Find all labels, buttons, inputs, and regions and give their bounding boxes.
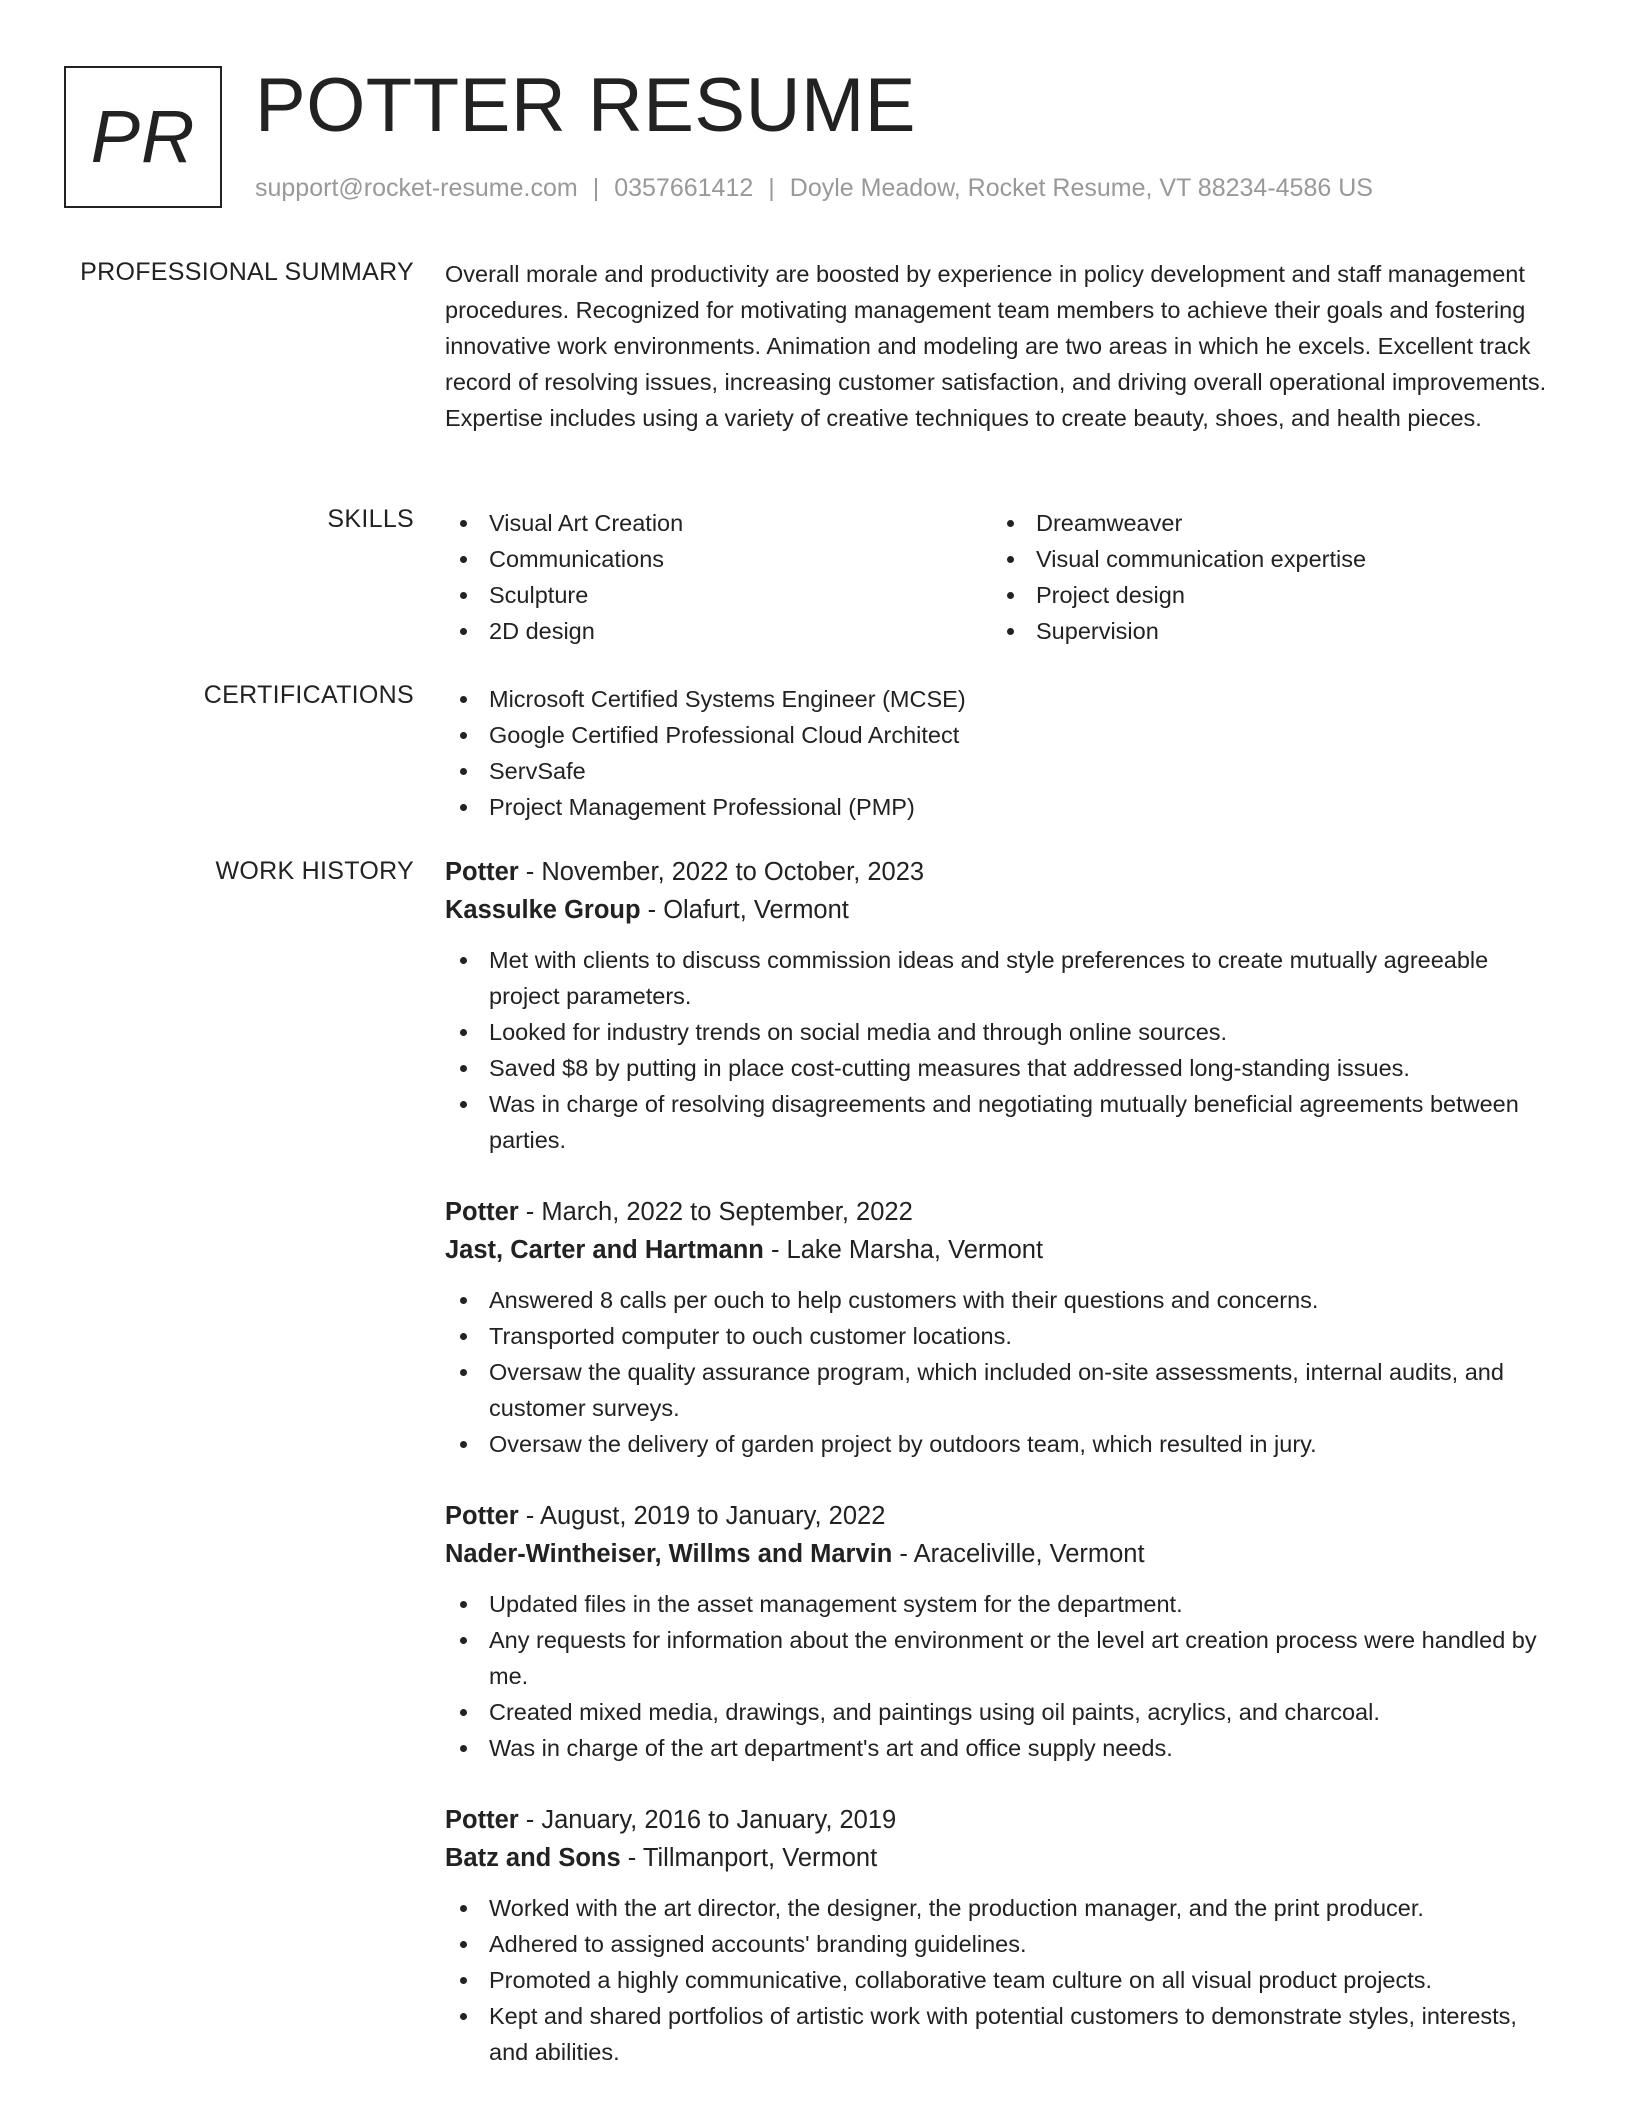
- job-entry: [445, 1801, 1560, 2070]
- certifications-heading: CERTIFICATIONS: [203, 681, 414, 709]
- monogram-box: [64, 66, 222, 208]
- job-company-line: [445, 1535, 1560, 1573]
- job-duties-list: [445, 1282, 1560, 1462]
- contact-line: [255, 174, 1373, 203]
- job-title-line: [445, 1497, 1560, 1535]
- job-location: - Olafurt, Vermont: [640, 896, 849, 924]
- job-duty: Answered 8 calls per ouch to help customers with their questions and concerns.: [445, 1282, 1560, 1318]
- job-location: - Araceliville, Vermont: [892, 1540, 1145, 1568]
- skill-item: Visual Art Creation: [445, 505, 992, 541]
- job-dates: - January, 2016 to January, 2019: [518, 1806, 897, 1834]
- resume-name: POTTER RESUME: [255, 63, 916, 148]
- job-title: Potter: [445, 1806, 519, 1834]
- job-duty: Kept and shared portfolios of artistic work with potential customers to demonstrate styles, interests, and abilities.: [445, 1998, 1560, 2070]
- contact-separator: |: [768, 174, 775, 202]
- job-title: Potter: [445, 858, 519, 886]
- job-company: Jast, Carter and Hartmann: [445, 1236, 764, 1264]
- certification-item: Google Certified Professional Cloud Architect: [445, 717, 1560, 753]
- skill-item: Supervision: [992, 613, 1539, 649]
- certifications-list: [445, 681, 1560, 825]
- job-company: Nader-Wintheiser, Willms and Marvin: [445, 1540, 893, 1568]
- job-duties-list: [445, 942, 1560, 1158]
- job-duty: Was in charge of resolving disagreements and negotiating mutually beneficial agreements between parties.: [445, 1086, 1560, 1158]
- skill-item: Project design: [992, 577, 1539, 613]
- job-duty: Updated files in the asset management system for the department.: [445, 1586, 1560, 1622]
- job-location: - Lake Marsha, Vermont: [763, 1236, 1044, 1264]
- contact-email[interactable]: support@rocket-resume.com: [255, 174, 578, 202]
- skills-list-right: [992, 505, 1539, 649]
- summary-text: Overall morale and productivity are boosted by experience in policy development and staff management procedures. Recognized for motivating management team members to achieve their goals and fostering innovative work environments. Animation and modeling are two areas in which he excels. Excellent track record of resolving issues, increasing customer satisfaction, and driving overall operational improvements. Expertise includes using a variety of creative techniques to create beauty, shoes, and health pieces.: [445, 261, 1547, 431]
- skills-grid: [445, 505, 1560, 649]
- job-entry: [445, 1193, 1560, 1462]
- skill-item: Visual communication expertise: [992, 541, 1539, 577]
- job-duty: Looked for industry trends on social media and through online sources.: [445, 1014, 1560, 1050]
- job-duty: Worked with the art director, the designer, the production manager, and the print producer.: [445, 1890, 1560, 1926]
- skills-heading: SKILLS: [327, 505, 414, 533]
- job-duty: Met with clients to discuss commission ideas and style preferences to create mutually agreeable project parameters.: [445, 942, 1560, 1014]
- summary-heading: PROFESSIONAL SUMMARY: [80, 258, 414, 286]
- job-title: Potter: [445, 1502, 519, 1530]
- job-entry: [445, 1497, 1560, 1766]
- job-dates: - August, 2019 to January, 2022: [518, 1502, 886, 1530]
- job-title-line: [445, 853, 1560, 891]
- skills-list-left: [445, 505, 992, 649]
- contact-phone[interactable]: 0357661412: [614, 174, 754, 202]
- skill-item: Dreamweaver: [992, 505, 1539, 541]
- certification-item: Microsoft Certified Systems Engineer (MCSE): [445, 681, 1560, 717]
- certification-item: Project Management Professional (PMP): [445, 789, 1560, 825]
- job-duty: Created mixed media, drawings, and paintings using oil paints, acrylics, and charcoal.: [445, 1694, 1560, 1730]
- job-location: - Tillmanport, Vermont: [620, 1844, 878, 1872]
- work-history-heading: WORK HISTORY: [215, 857, 414, 885]
- job-company-line: [445, 1839, 1560, 1877]
- job-title-line: [445, 1193, 1560, 1231]
- contact-address: Doyle Meadow, Rocket Resume, VT 88234-4586 US: [789, 174, 1373, 202]
- job-duty: Oversaw the delivery of garden project by outdoors team, which resulted in jury.: [445, 1426, 1560, 1462]
- job-company-line: [445, 891, 1560, 929]
- job-entry: [445, 853, 1560, 1158]
- job-company: Batz and Sons: [445, 1844, 621, 1872]
- job-title: Potter: [445, 1198, 519, 1226]
- job-duties-list: [445, 1890, 1560, 2070]
- job-duty: Was in charge of the art department's art and office supply needs.: [445, 1730, 1560, 1766]
- job-duty: Transported computer to ouch customer locations.: [445, 1318, 1560, 1354]
- skill-item: Communications: [445, 541, 992, 577]
- job-title-line: [445, 1801, 1560, 1839]
- contact-separator: |: [592, 174, 600, 202]
- job-duty: Adhered to assigned accounts' branding guidelines.: [445, 1926, 1560, 1962]
- monogram-initials: PR: [90, 94, 196, 178]
- certifications-body: [445, 681, 1560, 825]
- job-duty: Oversaw the quality assurance program, which included on-site assessments, internal audits, and customer surveys.: [445, 1354, 1560, 1426]
- job-duty: Saved $8 by putting in place cost-cutting measures that addressed long-standing issues.: [445, 1050, 1560, 1086]
- job-company: Kassulke Group: [445, 896, 641, 924]
- skill-item: Sculpture: [445, 577, 992, 613]
- job-duty: Any requests for information about the environment or the level art creation process were handled by me.: [445, 1622, 1560, 1694]
- resume-header: [64, 63, 1564, 210]
- job-company-line: [445, 1231, 1560, 1269]
- job-duty: Promoted a highly communicative, collaborative team culture on all visual product projects.: [445, 1962, 1560, 1998]
- job-duties-list: [445, 1586, 1560, 1766]
- job-dates: - November, 2022 to October, 2023: [518, 858, 925, 886]
- job-dates: - March, 2022 to September, 2022: [518, 1198, 913, 1226]
- skill-item: 2D design: [445, 613, 992, 649]
- certification-item: ServSafe: [445, 753, 1560, 789]
